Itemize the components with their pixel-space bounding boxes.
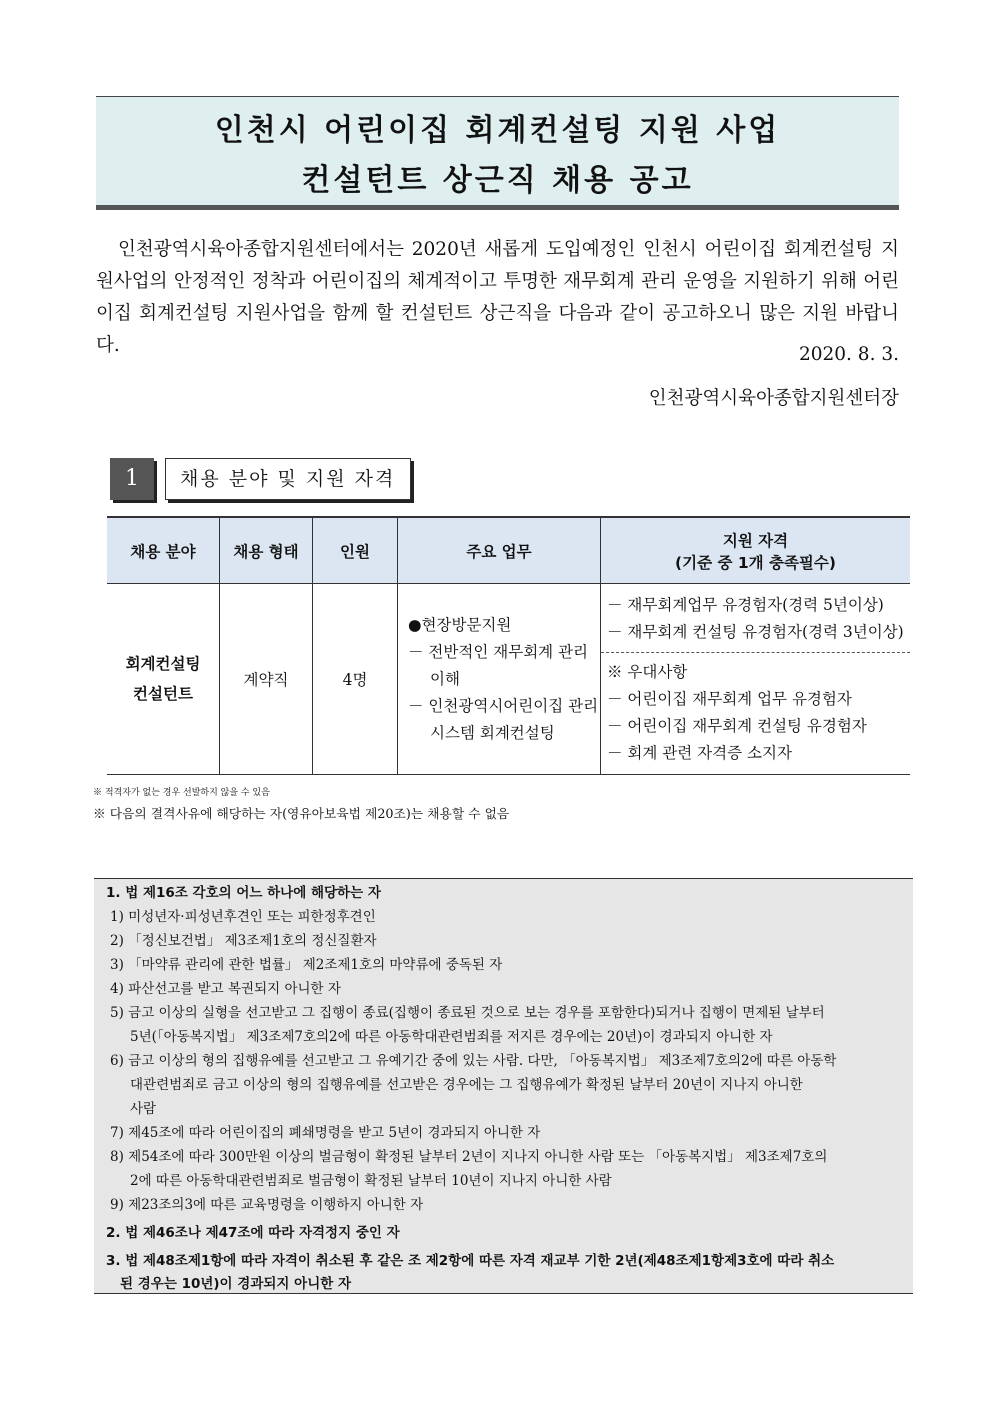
duty-item: ●현장방문지원 <box>408 615 512 634</box>
dq-item-cont: 사람 <box>130 1101 157 1117</box>
field-line1: 회계컨설팅 <box>125 655 201 673</box>
header-duties: 주요 업무 <box>398 517 601 584</box>
preferred-qualifications <box>601 653 910 773</box>
dq-heading-3-cont: 된 경우는 10년)이 경과되지 아니한 자 <box>120 1276 352 1292</box>
qualification-item: － 재무회계업무 유경험자(경력 5년이상) <box>607 596 884 614</box>
title-line-2: 컨설턴트 상근직 채용 공고 <box>301 163 694 198</box>
dq-item: 9) 제23조의3에 따른 교육명령을 이행하지 아니한 자 <box>110 1197 424 1213</box>
preference-item: － 어린이집 재무회계 업무 유경험자 <box>607 690 852 708</box>
preference-heading: ※ 우대사항 <box>607 663 688 681</box>
dq-item-cont: 2에 따른 아동학대관련범죄로 벌금형이 확정된 날부터 10년이 지나지 아니한 사람 <box>130 1173 612 1189</box>
dq-item: 4) 파산선고를 받고 복권되지 아니한 자 <box>110 981 341 997</box>
intro-paragraph <box>96 234 899 362</box>
dq-heading-2: 2. 법 제46조나 제47조에 따라 자격정지 중인 자 <box>106 1225 400 1241</box>
section-number: 1 <box>110 458 154 500</box>
duty-item: 이해 <box>430 669 460 688</box>
notes <box>93 783 509 825</box>
title-line-1: 인천시 어린이집 회계컨설팅 지원 사업 <box>214 113 781 148</box>
disqualification-box <box>94 878 913 1294</box>
recruitment-table <box>107 516 910 775</box>
dq-item: 1) 미성년자·피성년후견인 또는 피한정후견인 <box>110 909 376 925</box>
dq-heading-1: 1. 법 제16조 각호의 어느 하나에 해당하는 자 <box>106 885 381 901</box>
cell-field <box>107 584 220 775</box>
dq-item-cont: 대관련범죄로 금고 이상의 형의 집행유예를 선고받은 경우에는 그 집행유예가 확정된 날부터 20년이 지나지 아니한 <box>130 1077 803 1093</box>
header-qual-line1: 지원 자격 <box>722 531 789 550</box>
header-field: 채용 분야 <box>107 517 220 584</box>
note-item: ※ 적격자가 없는 경우 선발하지 않을 수 있음 <box>93 788 270 798</box>
qualification-item: － 재무회계 컨설팅 유경험자(경력 3년이상) <box>607 623 904 641</box>
table-row <box>107 584 910 775</box>
duty-item: － 전반적인 재무회계 관리 <box>408 642 589 661</box>
preference-item: － 어린이집 재무회계 컨설팅 유경험자 <box>607 717 867 735</box>
duty-item: 시스템 회계컨설팅 <box>430 723 555 742</box>
signer: 인천광역시육아종합지원센터장 <box>648 388 899 409</box>
dq-item: 3) 「마약류 관리에 관한 법률」 제2조제1호의 마약류에 중독된 자 <box>110 957 503 973</box>
cell-duties <box>398 584 601 775</box>
cell-type: 계약직 <box>220 584 313 775</box>
header-count: 인원 <box>313 517 398 584</box>
required-qualifications <box>601 584 910 653</box>
cell-qualifications <box>601 584 911 775</box>
header-type: 채용 형태 <box>220 517 313 584</box>
note-item: ※ 다음의 결격사유에 해당하는 자(영유아보육법 제20조)는 채용할 수 없음 <box>93 807 510 822</box>
announcement-date: 2020. 8. 3. <box>798 344 899 365</box>
title-box <box>96 96 899 210</box>
cell-count: 4명 <box>313 584 398 775</box>
dq-item: 5) 금고 이상의 실형을 선고받고 그 집행이 종료(집행이 종료된 것으로 보는 경우를 포함한다)되거나 집행이 면제된 날부터 <box>110 1005 825 1021</box>
preference-item: － 회계 관련 자격증 소지자 <box>607 744 792 762</box>
duty-item: － 인천광역시어린이집 관리 <box>408 696 599 715</box>
header-qual-line2: (기준 중 1개 충족필수) <box>675 553 836 572</box>
dq-heading-3: 3. 법 제48조제1항에 따라 자격이 취소된 후 같은 조 제2항에 따른 자격 재교부 기한 2년(제48조제1항제3호에 따라 취소 <box>106 1253 835 1269</box>
dq-item-cont: 5년(「아동복지법」 제3조제7호의2에 따른 아동학대관련범죄를 저지른 경우에는 20년)이 경과되지 아니한 자 <box>130 1029 773 1045</box>
intro-text: 인천광역시육아종합지원센터에서는 2020년 새롭게 도입예정인 인천시 어린이집 회계컨설팅 지원사업의 안정적인 정착과 어린이집의 체계적이고 투명한 재무회계 관리 운영을 지원하기 위해 어린이집 회계컨설팅 지원사업을 함께 할 컨설턴트 상근직을 다음과 같이 공고하오니 많은 지원 바랍니다. <box>96 239 899 356</box>
field-line2: 컨설턴트 <box>133 685 193 703</box>
dq-item: 2) 「정신보건법」 제3조제1호의 정신질환자 <box>110 933 377 949</box>
dq-item: 8) 제54조에 따라 300만원 이상의 벌금형이 확정된 날부터 2년이 지나지 아니한 사람 또는 「아동복지법」 제3조제7호의 <box>110 1149 828 1165</box>
section-title: 채용 분야 및 지원 자격 <box>165 458 411 500</box>
dq-item: 7) 제45조에 따라 어린이집의 폐쇄명령을 받고 5년이 경과되지 아니한 자 <box>110 1125 541 1141</box>
header-qualifications <box>601 517 911 584</box>
dq-item: 6) 금고 이상의 형의 집행유예를 선고받고 그 유예기간 중에 있는 사람. 다만, 「아동복지법」 제3조제7호의2에 따른 아동학 <box>110 1053 837 1069</box>
table-header-row <box>107 517 910 584</box>
